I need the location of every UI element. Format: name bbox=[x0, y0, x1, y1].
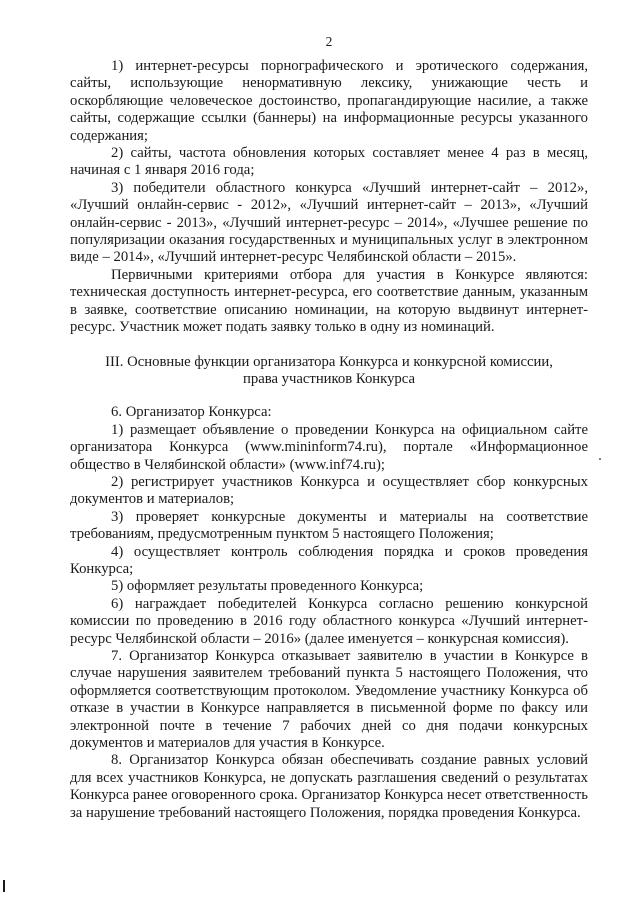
scan-artifact-dot bbox=[599, 458, 601, 460]
list-item: 4) осуществляет контроль соблюдения порядка и сроков проведения Конкурса; bbox=[70, 543, 588, 577]
page-number: 2 bbox=[325, 34, 333, 49]
criteria-paragraph: Первичными критериями отбора для участия в Конкурсе являются: техническая доступность интернет-ресурса, его соответствие данным, указанным в заявке, соответствие описанию номинации, на которую выдвинут интернет-ресурс. Участник может подать заявку только в одну из номинаций. bbox=[70, 266, 588, 336]
list-item: 1) интернет-ресурсы порнографического и эротического содержания, сайты, использующие ненормативную лексику, унижающие честь и оскорбляющие человеческое достоинство, пропагандирующие насилие, а также сайты, содержащие ссылки (баннеры) на информационные ресурсы указанного содержания; bbox=[70, 58, 588, 144]
section-title-line: III. Основные функции организатора Конкурса и конкурсной комиссии, bbox=[105, 353, 553, 370]
list-item: 2) сайты, частота обновления которых составляет менее 4 раз в месяц, начиная с 1 января 2016 года; bbox=[70, 145, 588, 179]
clause-paragraph: 8. Организатор Конкурса обязан обеспечивать создание равных условий для всех участников Конкурса, не допускать разглашения сведений о результатах Конкурса ранее оговоренного срока. Организатор Конкурса несет ответственность за нарушение требований настоящего Положения, порядка проведения Конкурса. bbox=[70, 752, 588, 821]
clause-paragraph: 7. Организатор Конкурса отказывает заявителю в участии в Конкурсе в случае нарушения заявителем требований пункта 5 настоящего Положения, что оформляется соответствующим протоколом. Уведомление участнику Конкурса об отказе в участии в Конкурсе направляется в письменной форме по факсу или электронной почте в течение 7 рабочих дней со дня подачи конкурсных документов и материалов для участия в Конкурсе. bbox=[70, 648, 588, 752]
list-item: 1) размещает объявление о проведении Конкурса на официальном сайте организатора Конкурса (www.mininform74.ru), портале «Информационное общество в Челябинской области» (www.inf74.ru); bbox=[70, 421, 588, 473]
list-item: 6) награждает победителей Конкурса согласно решению конкурсной комиссии по проведению в 2016 году областного конкурса «Лучший интернет-ресурс Челябинской области – 2016» (далее именуется – конкурсная комиссия). bbox=[70, 595, 588, 647]
list-item: 5) оформляет результаты проведенного Конкурса; bbox=[111, 578, 424, 595]
document-body bbox=[70, 58, 588, 822]
section-title bbox=[70, 354, 588, 389]
scan-edge-mark bbox=[3, 880, 5, 892]
clause-heading: 6. Организатор Конкурса: bbox=[111, 404, 272, 421]
list-item: 3) проверяет конкурсные документы и материалы на соответствие требованиям, предусмотренным пунктом 5 настоящего Положения; bbox=[70, 508, 588, 543]
list-item: 2) регистрирует участников Конкурса и осуществляет сбор конкурсных документов и материалов; bbox=[70, 473, 588, 508]
section-title-line: права участников Конкурса bbox=[242, 370, 415, 387]
list-item: 3) победители областного конкурса «Лучший интернет-сайт – 2012», «Лучший онлайн-сервис - 2012», «Лучший интернет-сайт – 2013», «Лучший онлайн-сервис - 2013», «Лучший интернет-ресурс – 2014», «Лучшее решение по популяризации оказания государственных и муниципальных услуг в электронном виде – 2014», «Лучший интернет-ресурс Челябинской области – 2015». bbox=[70, 179, 588, 266]
